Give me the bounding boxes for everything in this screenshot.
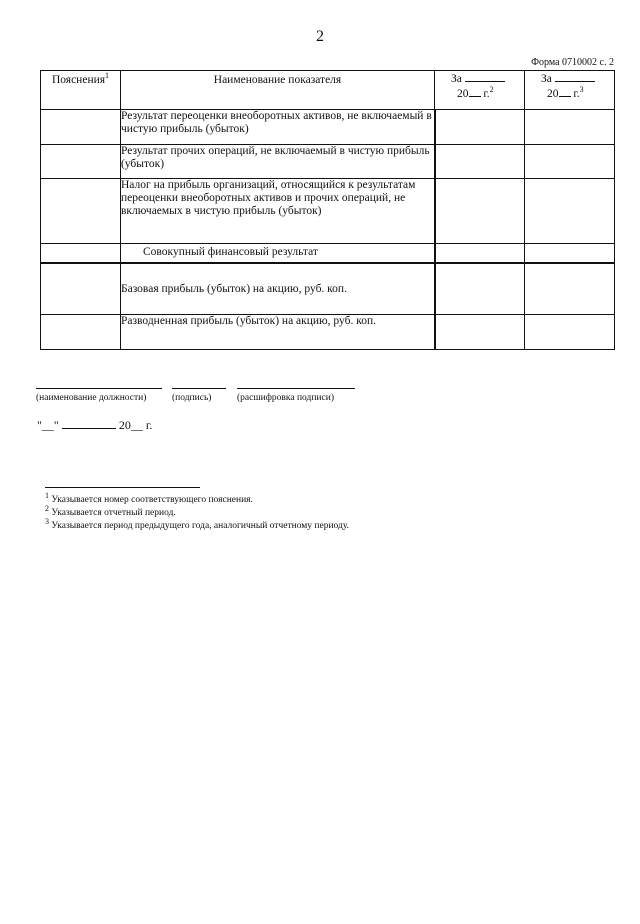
indicator-name: Налог на прибыль организаций, относящийся к результатам переоценки внеоборотных активов и прочих операций, не включаемых в чистую прибыль (убыток)	[121, 179, 435, 244]
date-close-quote: "	[53, 418, 59, 432]
signature-decoding-label: (расшифровка подписи)	[237, 393, 334, 403]
indicator-name: Разводненная прибыль (убыток) на акцию, руб. коп.	[121, 315, 435, 350]
value-cell-previous[interactable]	[525, 110, 615, 145]
table-row	[41, 315, 615, 350]
signature-position-label: (наименование должности)	[36, 393, 147, 403]
header-indicator-name: Наименование показателя	[121, 71, 435, 110]
notes-cell[interactable]	[41, 110, 121, 145]
signature-position-field[interactable]	[36, 388, 162, 403]
notes-cell[interactable]	[41, 145, 121, 179]
indicator-name: Результат переоценки внеоборотных активов, не включаемый в чистую прибыль (убыток)	[121, 110, 435, 145]
notes-cell[interactable]	[41, 244, 121, 264]
footnote-item: $^2$ Указывается отчетный период.	[45, 503, 176, 518]
footnote-item: $^3$ Указывается период предыдущего года, аналогичный отчетному периоду.	[45, 516, 350, 531]
table-row	[41, 263, 615, 315]
table-row	[41, 110, 615, 145]
header-period-previous: За 20 г.$^3$	[525, 71, 615, 110]
value-cell-previous[interactable]	[525, 179, 615, 244]
date-year-prefix: 20	[118, 418, 131, 432]
date-year-suffix: г.	[145, 418, 153, 432]
signature-label: (подпись)	[172, 393, 212, 403]
value-cell-current[interactable]	[435, 110, 525, 145]
notes-cell[interactable]	[41, 263, 121, 315]
date-line[interactable]	[37, 418, 152, 433]
signature-decoding-field[interactable]	[237, 388, 355, 403]
footnote-divider	[45, 487, 200, 488]
value-cell-current[interactable]	[435, 263, 525, 315]
date-month-blank	[62, 428, 116, 429]
value-cell-previous[interactable]	[525, 315, 615, 350]
footnote-item: $^1$ Указывается номер соответствующего пояснения.	[45, 490, 253, 505]
report-table	[40, 70, 615, 350]
page-number: 2	[316, 28, 324, 45]
value-cell-current[interactable]	[435, 179, 525, 244]
table-row	[41, 244, 615, 264]
indicator-name: Базовая прибыль (убыток) на акцию, руб. коп.	[121, 263, 435, 315]
indicator-name: Совокупный финансовый результат	[121, 244, 435, 264]
table-row	[41, 179, 615, 244]
table-header-row	[41, 71, 615, 110]
indicator-name: Результат прочих операций, не включаемый в чистую прибыль (убыток)	[121, 145, 435, 179]
date-year-blank: __	[130, 418, 143, 432]
date-day-blank: __	[41, 418, 54, 432]
notes-cell[interactable]	[41, 315, 121, 350]
table-row	[41, 145, 615, 179]
header-notes: Пояснения$^1$	[41, 71, 121, 110]
footnotes	[45, 490, 350, 533]
value-cell-current[interactable]	[435, 315, 525, 350]
value-cell-previous[interactable]	[525, 145, 615, 179]
signature-field[interactable]	[172, 388, 226, 403]
notes-cell[interactable]	[41, 179, 121, 244]
header-period-current: За 20 г.$^2$	[435, 71, 525, 110]
form-code: Форма 0710002 с. 2	[531, 57, 614, 68]
value-cell-previous[interactable]	[525, 263, 615, 315]
value-cell-current[interactable]	[435, 244, 525, 264]
value-cell-current[interactable]	[435, 145, 525, 179]
date-open-quote: "	[37, 418, 42, 432]
value-cell-previous[interactable]	[525, 244, 615, 264]
